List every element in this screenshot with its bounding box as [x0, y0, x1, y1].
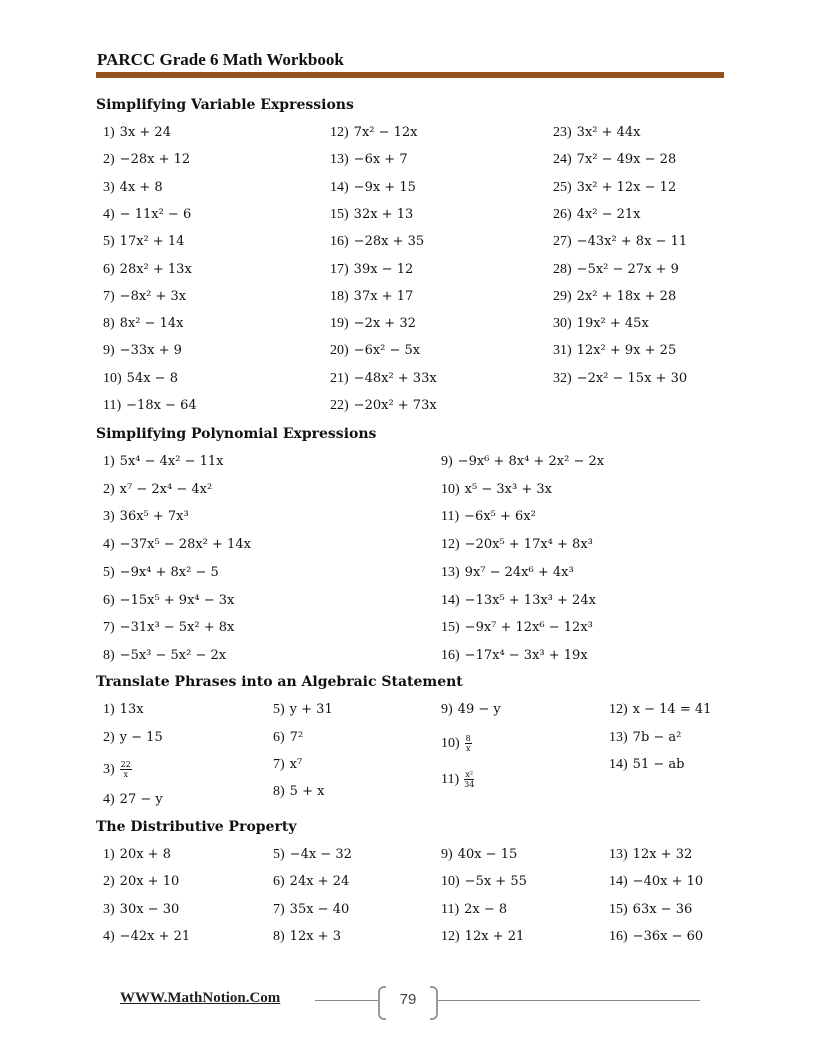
answer-number: 7) [273, 901, 285, 917]
fraction-denominator: x [465, 744, 471, 753]
answer-expression: −48x² + 33x [353, 370, 437, 386]
answer-item [330, 289, 413, 305]
answer-expression: − 11x² − 6 [119, 206, 192, 222]
answer-item [609, 730, 681, 746]
fraction-denominator: x [123, 770, 129, 779]
answer-number: 9) [103, 343, 115, 359]
answer-expression: 12x² + 9x + 25 [576, 343, 677, 359]
answer-number: 9) [441, 702, 453, 717]
answer-fraction [464, 770, 474, 789]
answer-item [441, 537, 593, 553]
answer-number: 13) [609, 847, 628, 862]
answer-item [609, 874, 703, 890]
header-rule [96, 72, 724, 78]
answer-item [330, 371, 437, 387]
answer-number: 13) [330, 152, 349, 168]
answer-item [103, 152, 190, 168]
answer-number: 13) [441, 564, 460, 580]
answer-expression: −6x⁵ + 6x² [464, 509, 536, 525]
answer-number: 2) [103, 874, 115, 890]
answer-expression: −6x + 7 [353, 152, 408, 168]
answer-number: 3) [103, 179, 115, 195]
answer-item [103, 874, 179, 890]
answer-item [330, 152, 408, 168]
answer-item [441, 770, 474, 789]
answer-item [330, 343, 420, 359]
answer-number: 18) [330, 288, 349, 304]
answer-number: 5) [273, 702, 285, 717]
answer-expression: 35x − 40 [289, 901, 350, 917]
answer-number: 10) [441, 736, 460, 751]
answer-expression: 30x − 30 [119, 901, 180, 917]
answer-item [441, 874, 527, 890]
answer-number: 4) [103, 206, 115, 222]
answer-expression: −20x⁵ + 17x⁴ + 8x³ [464, 537, 593, 553]
answer-number: 28) [553, 261, 572, 277]
section-title-variable: Simplifying Variable Expressions [96, 97, 354, 113]
answer-number: 16) [330, 234, 349, 250]
answer-item [103, 593, 234, 609]
answer-item [103, 482, 212, 498]
answer-expression: −28x + 35 [353, 234, 425, 250]
answer-expression: −17x⁴ − 3x³ + 19x [464, 647, 588, 663]
answer-number: 19) [330, 316, 349, 332]
fraction-numerator: 22 [120, 760, 131, 769]
answer-number: 4) [103, 928, 115, 944]
answer-number: 12) [609, 702, 628, 717]
answer-item [330, 207, 413, 223]
answer-item [103, 565, 219, 581]
answer-number: 15) [441, 620, 460, 636]
answer-number: 3) [103, 762, 115, 777]
answer-number: 9) [441, 847, 453, 862]
answer-expression: −5x² − 27x + 9 [576, 261, 679, 277]
answer-expression: 7b − a² [632, 730, 682, 745]
answer-number: 17) [330, 261, 349, 277]
answer-number: 15) [609, 901, 628, 917]
answer-expression: 37x + 17 [353, 288, 414, 304]
answer-item [609, 929, 703, 945]
answer-item [441, 702, 501, 718]
answer-number: 5) [103, 564, 115, 580]
answer-item [609, 702, 711, 718]
answer-number: 13) [609, 730, 628, 745]
section-title-distributive: The Distributive Property [96, 819, 297, 835]
answer-number: 2) [103, 152, 115, 168]
answer-number: 7) [103, 288, 115, 304]
answer-number: 14) [609, 874, 628, 890]
answer-expression: 19x² + 45x [576, 316, 649, 332]
answer-item [441, 565, 574, 581]
answer-item [553, 289, 676, 305]
answer-expression: 51 − ab [632, 757, 685, 772]
answer-expression: 54x − 8 [126, 370, 178, 386]
answer-expression: −20x² + 73x [353, 398, 437, 413]
answer-item [441, 902, 507, 918]
answer-item [553, 371, 687, 387]
answer-item [441, 734, 472, 753]
answer-number: 16) [609, 928, 628, 944]
answer-item [330, 398, 437, 414]
answer-expression: −36x − 60 [632, 928, 704, 944]
answer-number: 11) [441, 901, 460, 917]
answer-number: 3) [103, 509, 115, 525]
answer-number: 15) [330, 206, 349, 222]
answer-number: 16) [441, 647, 460, 663]
answer-item [273, 784, 324, 800]
answer-number: 6) [103, 261, 115, 277]
answer-expression: 5 + x [289, 784, 325, 799]
answer-number: 10) [441, 481, 460, 497]
answer-expression: 4x² − 21x [576, 206, 641, 222]
answer-expression: x − 14 = 41 [632, 702, 712, 717]
answer-item [103, 234, 184, 250]
answer-number: 26) [553, 206, 572, 222]
answer-expression: 40x − 15 [457, 847, 518, 862]
answer-item [103, 847, 171, 863]
answer-number: 6) [103, 592, 115, 608]
answer-item [273, 902, 349, 918]
answer-item [553, 343, 676, 359]
page-header-title: PARCC Grade 6 Math Workbook [97, 50, 344, 69]
answer-fraction [120, 760, 132, 779]
page-bracket-left [378, 986, 386, 1020]
answer-number: 12) [330, 125, 349, 140]
answer-expression: −6x² − 5x [353, 343, 421, 359]
answer-number: 8) [103, 316, 115, 332]
answer-item [103, 343, 182, 359]
answer-expression: 3x + 24 [119, 125, 171, 140]
answer-number: 5) [103, 234, 115, 250]
answer-expression: 36x⁵ + 7x³ [119, 509, 189, 525]
answer-expression: 20x + 8 [119, 847, 171, 862]
answer-item [103, 902, 179, 918]
answer-expression: 63x − 36 [632, 901, 693, 917]
answer-expression: 27 − y [119, 792, 163, 807]
answer-expression: −43x² + 8x − 11 [576, 234, 688, 250]
page-number: 79 [399, 991, 417, 1008]
answer-item [553, 262, 679, 278]
answer-item [103, 620, 234, 636]
answer-expression: 17x² + 14 [119, 234, 185, 250]
answer-expression: −8x² + 3x [119, 288, 187, 304]
answer-expression: 20x + 10 [119, 874, 180, 890]
answer-expression: −13x⁵ + 13x³ + 24x [464, 592, 596, 608]
answer-expression: −33x + 9 [119, 343, 182, 359]
answer-number: 20) [330, 343, 349, 359]
answer-item [103, 180, 163, 196]
answer-item [103, 929, 190, 945]
answer-item [103, 509, 189, 525]
answer-expression: 2x² + 18x + 28 [576, 288, 677, 304]
fraction-numerator: 8 [465, 734, 471, 743]
answer-item [330, 234, 424, 250]
answer-number: 14) [330, 179, 349, 195]
answer-expression: 3x² + 12x − 12 [576, 179, 677, 195]
answer-item [609, 847, 692, 863]
answer-number: 24) [553, 152, 572, 168]
answer-item [441, 648, 588, 664]
answer-item [609, 757, 684, 773]
answer-expression: x⁵ − 3x³ + 3x [464, 481, 552, 497]
answer-expression: 49 − y [457, 702, 501, 717]
answer-item [441, 593, 596, 609]
answer-item [441, 929, 524, 945]
answer-item [103, 371, 178, 387]
answer-expression: −40x + 10 [632, 874, 704, 890]
answer-number: 9) [441, 454, 453, 469]
answer-expression: y + 31 [289, 702, 333, 717]
answer-expression: −31x³ − 5x² + 8x [119, 620, 235, 636]
answer-item [330, 125, 418, 141]
answer-number: 1) [103, 847, 115, 862]
answer-number: 12) [441, 928, 460, 944]
fraction-numerator: x² [465, 770, 474, 779]
answer-item [103, 730, 163, 746]
answer-item [273, 929, 341, 945]
answer-item [103, 454, 224, 470]
answer-number: 1) [103, 454, 115, 469]
answer-item [553, 180, 676, 196]
answer-expression: 12x + 21 [464, 928, 525, 944]
answer-expression: 12x + 32 [632, 847, 693, 862]
answer-expression: 39x − 12 [353, 261, 414, 277]
answer-expression: −2x² − 15x + 30 [576, 370, 688, 386]
answer-number: 11) [441, 509, 460, 525]
answer-expression: −18x − 64 [126, 398, 197, 413]
answer-number: 25) [553, 179, 572, 195]
answer-item [553, 234, 687, 250]
answer-number: 29) [553, 288, 572, 304]
answer-expression: 8x² − 14x [119, 316, 184, 332]
answer-expression: −9x + 15 [353, 179, 416, 195]
answer-item [441, 482, 552, 498]
answer-expression: −28x + 12 [119, 152, 191, 168]
answer-expression: y − 15 [119, 730, 163, 745]
answer-item [103, 537, 251, 553]
answer-item [609, 902, 692, 918]
answer-number: 1) [103, 702, 115, 717]
answer-expression: −5x³ − 5x² − 2x [119, 647, 227, 663]
answer-expression: −42x + 21 [119, 928, 191, 944]
answer-item [330, 180, 416, 196]
answer-item [273, 847, 352, 863]
answer-item [553, 207, 641, 223]
answer-item [103, 207, 191, 223]
answer-expression: 32x + 13 [353, 206, 414, 222]
answer-number: 6) [273, 730, 285, 745]
answer-expression: 7² [289, 730, 304, 745]
answer-number: 14) [441, 592, 460, 608]
footer-rule-right [438, 1000, 700, 1001]
answer-expression: x⁷ − 2x⁴ − 4x² [119, 481, 213, 497]
answer-number: 3) [103, 901, 115, 917]
answer-expression: 12x + 3 [289, 928, 341, 944]
answer-item [330, 262, 413, 278]
answer-number: 4) [103, 537, 115, 553]
answer-item [273, 702, 333, 718]
answer-expression: −9x⁶ + 8x⁴ + 2x² − 2x [457, 454, 605, 469]
answer-expression: 3x² + 44x [576, 125, 641, 140]
answer-number: 6) [273, 874, 285, 890]
answer-expression: −2x + 32 [353, 316, 416, 332]
answer-number: 10) [103, 370, 122, 386]
answer-number: 27) [553, 234, 572, 250]
answer-number: 10) [441, 874, 460, 890]
page-bracket-right [430, 986, 438, 1020]
answer-expression: 4x + 8 [119, 179, 163, 195]
answer-item [273, 730, 303, 746]
fraction-denominator: 34 [464, 780, 475, 789]
section-title-translate: Translate Phrases into an Algebraic Statement [96, 674, 463, 690]
answer-item [103, 702, 144, 718]
answer-number: 12) [441, 537, 460, 553]
answer-expression: −37x⁵ − 28x² + 14x [119, 537, 251, 553]
answer-expression: 24x + 24 [289, 874, 350, 890]
answer-number: 8) [273, 784, 285, 799]
answer-number: 14) [609, 757, 628, 772]
answer-expression: 5x⁴ − 4x² − 11x [119, 454, 224, 469]
answer-number: 5) [273, 847, 285, 862]
answer-number: 7) [273, 757, 285, 772]
answer-item [103, 262, 192, 278]
answer-number: 32) [553, 370, 572, 386]
answer-item [103, 289, 186, 305]
answer-item [330, 316, 416, 332]
answer-expression: 7x² − 12x [353, 125, 418, 140]
answer-number: 21) [330, 370, 349, 386]
answer-item [441, 454, 604, 470]
answer-number: 4) [103, 792, 115, 807]
answer-number: 8) [273, 928, 285, 944]
answer-item [441, 620, 593, 636]
answer-number: 11) [441, 772, 460, 787]
section-title-polynomial: Simplifying Polynomial Expressions [96, 426, 377, 442]
answer-fraction [465, 734, 472, 753]
answer-number: 23) [553, 125, 572, 140]
answer-number: 30) [553, 316, 572, 332]
answer-item [553, 316, 649, 332]
answer-item [273, 757, 302, 773]
answer-number: 22) [330, 398, 349, 413]
answer-expression: 7x² − 49x − 28 [576, 152, 677, 168]
answer-item [103, 125, 171, 141]
answer-item [273, 874, 349, 890]
answer-expression: −4x − 32 [289, 847, 352, 862]
answer-expression: 2x − 8 [464, 901, 508, 917]
answer-number: 1) [103, 125, 115, 140]
answer-number: 2) [103, 481, 115, 497]
answer-item [103, 316, 184, 332]
answer-expression: 9x⁷ − 24x⁶ + 4x³ [464, 564, 574, 580]
answer-expression: 13x [119, 702, 144, 717]
answer-expression: −15x⁵ + 9x⁴ − 3x [119, 592, 235, 608]
answer-number: 2) [103, 730, 115, 745]
answer-number: 31) [553, 343, 572, 359]
footer-rule-left [315, 1000, 380, 1001]
answer-expression: x⁷ [289, 757, 303, 772]
answer-number: 7) [103, 620, 115, 636]
answer-expression: 28x² + 13x [119, 261, 192, 277]
answer-expression: −9x⁴ + 8x² − 5 [119, 564, 219, 580]
answer-item [103, 648, 226, 664]
answer-item [441, 847, 517, 863]
answer-number: 8) [103, 647, 115, 663]
answer-item [441, 509, 536, 525]
answer-expression: −5x + 55 [464, 874, 527, 890]
answer-item [103, 398, 197, 414]
answer-item [103, 792, 163, 808]
answer-item [553, 152, 676, 168]
answer-item [553, 125, 641, 141]
answer-expression: −9x⁷ + 12x⁶ − 12x³ [464, 620, 593, 636]
answer-item [103, 760, 132, 779]
footer-url[interactable]: WWW.MathNotion.Com [120, 990, 281, 1006]
answer-number: 11) [103, 398, 122, 413]
